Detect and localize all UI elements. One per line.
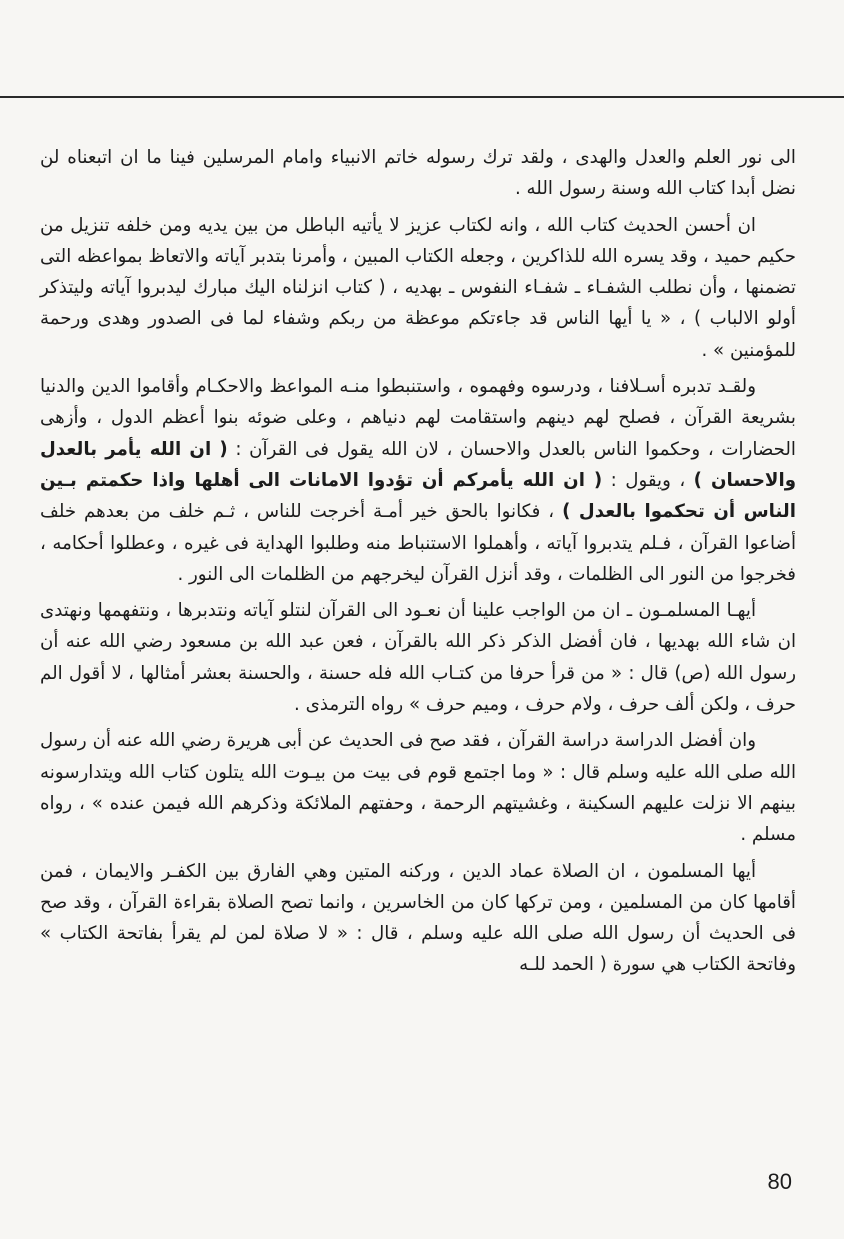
paragraph-2 xyxy=(40,210,796,366)
paragraph-6 xyxy=(40,856,796,981)
page-number: 80 xyxy=(767,1169,792,1194)
quran-quote: ( ان الله يأمر بالعدل والاحسان ) xyxy=(40,438,797,491)
paragraph-3 xyxy=(40,371,796,590)
text-run: وان أفضل الدراسة دراسة القرآن ، فقد صح فى الحديث عن أبى هريرة رضي الله عنه أن رسول الله صلى الله عليه وسلم قال : « وما اجتمع قوم فى بيت من بيـوت الله يتلون كتاب الله ويتدارسونه بينهم الا نزلت عليهم السكينة ، وغشيتهم الرحمة ، وحفتهم الملائكة وذكرهم الله فيمن عنده » ، رواه مسلم . xyxy=(40,730,796,846)
top-rule xyxy=(0,96,844,98)
paragraph-4 xyxy=(40,595,796,720)
text-run: أيهـا المسلمـون ـ ان من الواجب علينا أن نعـود الى القرآن لنتلو آياته ونتدبرها ، ونتفهمها ونهتدى ان شاء الله بهديها ، فان أفضل الذكر ذكر الله بالقرآن ، فعن عبد الله بن مسعود رضي الله عنه أن رسول الله (ص) قال : « من قرأ حرفا من كتـاب الله فله حسنة ، والحسنة بعشر أمثالها ، لا أقول الم حرف ، ولكن ألف حرف ، ولام حرف ، وميم حرف » رواه الترمذى . xyxy=(40,600,796,716)
text-run: أيها المسلمون ، ان الصلاة عماد الدين ، وركنه المتين وهي الفارق بين الكفـر والايمان ، فمن أقامها كان من المسلمين ، ومن تركها كان من الخاسرين ، وانما تصح الصلاة بقراءة القرآن ، وقد صح فى الحديث أن رسول الله صلى الله عليه وسلم ، قال : « لا صلاة لمن لم يقرأ بفاتحة الكتاب » وفاتحة الكتاب هي سورة ( الحمد للـه xyxy=(40,860,796,976)
text-run: ولقـد تدبره أسـلافنا ، ودرسوه وفهموه ، واستنبطوا منـه المواعظ والاحكـام وأقاموا الدين والدنيا بشريعة القرآن ، فصلح لهم دينهم واستقامت لهم دنياهم ، وعلى ضوئه بنوا أعظم الدول ، وأزهى الحضارات ، وحكموا الناس بالعدل والاحسان ، لان الله يقول فى القرآن : xyxy=(40,376,796,460)
page-text xyxy=(40,142,796,981)
paragraph-5 xyxy=(40,725,796,850)
paragraph-1 xyxy=(40,142,796,205)
quran-quote: ( ان الله يأمركم أن تؤدوا الامانات الى أهلها واذا حكمتم بـين الناس أن تحكموا بالعدل ) xyxy=(40,469,796,523)
text-run: ان أحسن الحديث كتاب الله ، وانه لكتاب عزيز لا يأتيه الباطل من بين يديه ومن خلفه تنزيل من حكيم حميد ، وقد يسره الله للذاكرين ، وجعله الكتاب المبين ، وأمرنا بتدبر آياته والاتعاظ بمواعظه التى تضمنها ، وأن نطلب الشفـاء ـ شفـاء النفوس ـ بهديه ، ( كتاب انزلناه اليك مبارك ليدبروا آياته وليتذكر أولو الالباب ) ، « يا أيها الناس قد جاءتكم موعظة من ربكم وشفاء لما فى الصدور وهدى ورحمة للمؤمنين » . xyxy=(40,214,796,361)
text-run: ، فكانوا بالحق خير أمـة أخرجت للناس ، ثـم خلف من بعدهم خلف أضاعوا القرآن ، فـلم يتدبروا آياته ، وأهملوا الاستنباط منه وطلبوا الهداية فى غيره ، وعطلوا أحكامه ، فخرجوا من النور الى الظلمات ، وقد أنزل القرآن ليخرجهم من الظلمات الى النور . xyxy=(40,501,796,585)
text-run: ، ويقول : xyxy=(602,469,694,491)
text-run: الى نور العلم والعدل والهدى ، ولقد ترك رسوله خاتم الانبياء وامام المرسلين فينا ما ان اتبعناه لن نضل أبدا كتاب الله وسنة رسول الله . xyxy=(40,147,796,200)
